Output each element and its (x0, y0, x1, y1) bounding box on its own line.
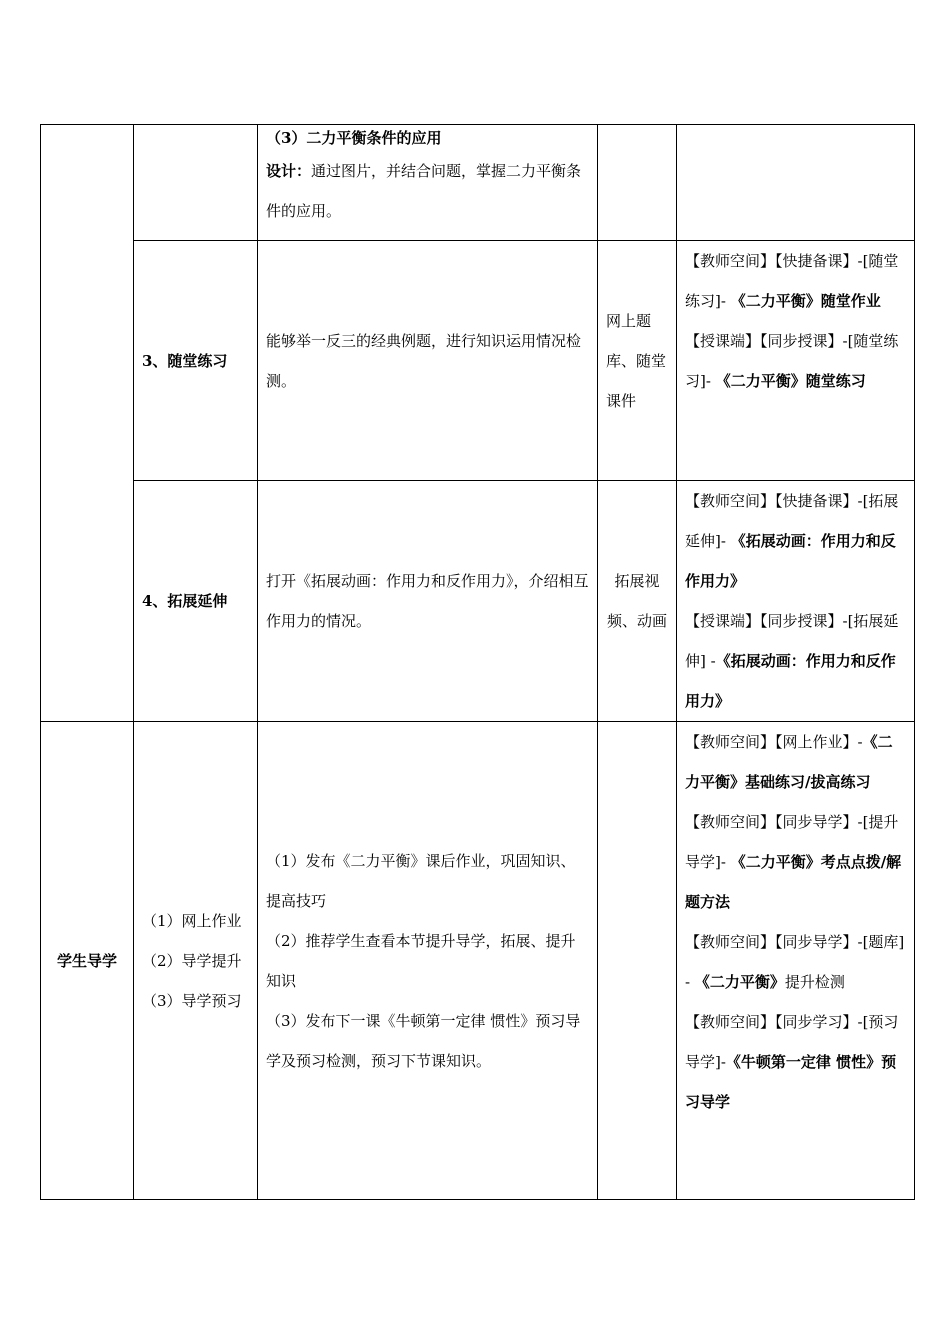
table-row (41, 125, 915, 241)
resource-path: 【教师空间】【同步导学】-[题库]- (685, 933, 905, 991)
step-item: （1）网上作业 (142, 911, 242, 930)
resource-title: 《二力平衡》随堂练习 (715, 372, 866, 390)
resource-title: 《牛顿第一定律 惯性》预习导学 (685, 1053, 897, 1111)
design-paragraph (266, 151, 589, 231)
resource-title: 《二力平衡》考点点拨/解题方法 (685, 853, 902, 911)
step-cell-empty (134, 125, 258, 241)
resource-path: 【教师空间】【同步导学】-[提升导学]- (685, 813, 899, 871)
media-cell: 拓展视频、动画 (598, 481, 677, 722)
resource-cell (677, 241, 915, 481)
step-item: （2）导学提升 (142, 951, 242, 970)
resource-cell (677, 481, 915, 722)
resource-path: 【教师空间】【同步学习】-[预习导学]- (685, 1013, 899, 1071)
resource-path: 【教师空间】【快捷备课】-[随堂练习]- (685, 252, 899, 310)
content-cell: 打开《拓展动画：作用力和反作用力》，介绍相互作用力的情况。 (258, 481, 598, 722)
table-row (41, 481, 915, 722)
media-cell-empty (598, 125, 677, 241)
resource-cell (677, 722, 915, 1200)
design-label: 设计： (266, 162, 312, 180)
resource-title: 《二力平衡》 (694, 973, 785, 991)
resource-cell-empty (677, 125, 915, 241)
resource-entry (685, 601, 906, 721)
resource-title: 《拓展动画：作用力和反作用力》 (685, 652, 896, 710)
content-line: （1）发布《二力平衡》课后作业，巩固知识、提高技巧 (266, 851, 576, 910)
stage-cell: 学生导学 (41, 722, 134, 1200)
step-cell (134, 722, 258, 1200)
content-cell (258, 722, 598, 1200)
resource-entry (685, 1002, 906, 1122)
step-item: （3）导学预习 (142, 991, 242, 1010)
content-cell (258, 125, 598, 241)
resource-path: 【授课端】【同步授课】-[拓展延伸] - (685, 612, 899, 670)
resource-entry (685, 802, 906, 922)
content-heading: （3）二力平衡条件的应用 (266, 129, 442, 147)
resource-path: 【教师空间】【快捷备课】-[拓展延伸]- (685, 492, 899, 550)
content-line: （3）发布下一课《牛顿第一定律 惯性》预习导学及预习检测，预习下节课知识。 (266, 1011, 581, 1070)
content-cell: 能够举一反三的经典例题，进行知识运用情况检测。 (258, 241, 598, 481)
media-cell: 网上题库、随堂课件 (598, 241, 677, 481)
stage-cell-empty (41, 125, 134, 722)
resource-entry (685, 922, 906, 1002)
resource-entry (685, 321, 906, 401)
resource-title: 《拓展动画：作用力和反作用力》 (685, 532, 896, 590)
resource-entry (685, 241, 906, 321)
resource-path: 【教师空间】【网上作业】- (685, 733, 863, 751)
resource-entry (685, 722, 906, 802)
step-cell: 4、拓展延伸 (134, 481, 258, 722)
media-cell-empty (598, 722, 677, 1200)
table-row (41, 241, 915, 481)
step-cell: 3、随堂练习 (134, 241, 258, 481)
design-text: 通过图片，并结合问题，掌握二力平衡条件的应用。 (266, 162, 582, 220)
resource-tail: 提升检测 (784, 973, 845, 991)
resource-path: 【授课端】【同步授课】-[随堂练习]- (685, 332, 899, 390)
lesson-plan-table (40, 124, 915, 1200)
table-row (41, 722, 915, 1200)
resource-entry (685, 481, 906, 601)
resource-title: 《二力平衡》基础练习/拔高练习 (685, 733, 893, 791)
resource-title: 《二力平衡》随堂作业 (730, 292, 881, 310)
content-line: （2）推荐学生查看本节提升导学，拓展、提升知识 (266, 931, 576, 990)
